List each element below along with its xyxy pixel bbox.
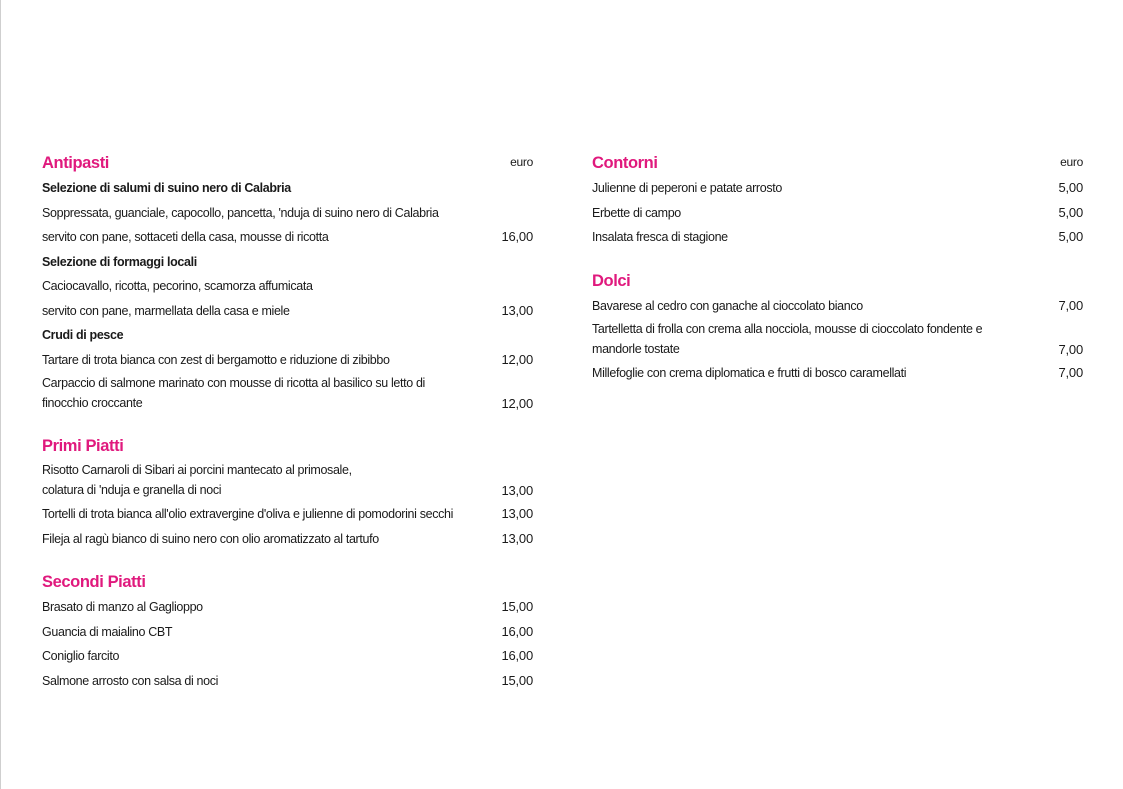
menu-item-text-line1: Risotto Carnaroli di Sibari ai porcini mantecato al primosale, — [42, 463, 352, 477]
menu-item — [592, 176, 1083, 201]
antipasti-section — [42, 150, 533, 415]
menu-item-text: Brasato di manzo al Gaglioppo — [42, 600, 203, 614]
menu-item-text: Bavarese al cedro con ganache al cioccolato bianco — [592, 298, 863, 313]
menu-item-text: Tortelli di trota bianca all'olio extravergine d'oliva e julienne di pomodorini secchi — [42, 507, 454, 521]
dolci-header — [592, 268, 1083, 294]
contorni-header — [592, 150, 1083, 176]
menu-item-price: 7,00 — [1058, 297, 1083, 313]
menu-item — [42, 669, 533, 694]
menu-item-text: Selezione di salumi di suino nero di Calabria — [42, 181, 291, 195]
menu-item-subheading — [42, 250, 533, 275]
menu-item-price: 16,00 — [501, 648, 533, 663]
menu-item — [42, 620, 533, 645]
menu-item-price: 13,00 — [501, 302, 533, 318]
menu-item-price: 16,00 — [501, 623, 533, 639]
menu-item — [42, 527, 533, 552]
contorni-title: Contorni — [592, 154, 658, 172]
menu-item-price: 13,00 — [501, 506, 533, 521]
menu-item-price: 12,00 — [501, 395, 533, 411]
menu-item-price: 7,00 — [1058, 365, 1083, 380]
menu-right-column — [592, 150, 1083, 404]
menu-item — [42, 225, 533, 250]
menu-item-text: servito con pane, sottaceti della casa, mousse di ricotta — [42, 230, 329, 244]
menu-item — [592, 318, 1083, 361]
menu-item-price: 13,00 — [501, 482, 533, 498]
antipasti-title: Antipasti — [42, 154, 109, 172]
menu-item — [42, 459, 533, 502]
menu-left-column — [42, 150, 533, 711]
currency-label: euro — [510, 155, 533, 169]
menu-item — [42, 299, 533, 324]
menu-item — [42, 644, 533, 669]
menu-item-text-line2: mandorle tostate — [592, 341, 680, 356]
menu-item — [592, 225, 1083, 250]
menu-item-price: 13,00 — [501, 530, 533, 546]
menu-item-subheading — [42, 323, 533, 348]
menu-item-text: Tartare di trota bianca con zest di bergamotto e riduzione di zibibbo — [42, 352, 390, 367]
dolci-title: Dolci — [592, 271, 631, 290]
menu-item-text: Julienne di peperoni e patate arrosto — [592, 181, 782, 195]
currency-label: euro — [1060, 155, 1083, 169]
menu-item — [42, 348, 533, 373]
menu-item-price: 15,00 — [501, 672, 533, 688]
menu-item-text: Fileja al ragù bianco di suino nero con olio aromatizzato al tartufo — [42, 531, 379, 546]
menu-item — [592, 201, 1083, 226]
secondi-section — [42, 569, 533, 693]
menu-item-text: Crudi di pesce — [42, 328, 124, 342]
menu-item-price: 12,00 — [501, 351, 533, 367]
menu-item-text: Millefoglie con crema diplomatica e frutti di bosco caramellati — [592, 366, 907, 380]
antipasti-header — [42, 150, 533, 176]
menu-item — [42, 201, 533, 226]
menu-item-text-line2: colatura di 'nduja e granella di noci — [42, 482, 222, 497]
menu-item-price: 5,00 — [1058, 180, 1083, 195]
primi-header — [42, 433, 533, 459]
menu-item-subheading — [42, 176, 533, 201]
menu-item-price: 5,00 — [1058, 204, 1083, 220]
menu-item — [42, 595, 533, 620]
menu-item-text: Selezione di formaggi locali — [42, 254, 197, 269]
menu-item-text: Soppressata, guanciale, capocollo, pancetta, 'nduja di suino nero di Calabria — [42, 205, 439, 220]
menu-item-text: Coniglio farcito — [42, 649, 120, 663]
menu-item-text: Erbette di campo — [592, 205, 681, 220]
menu-item-text: Insalata fresca di stagione — [592, 230, 728, 244]
page-edge-line — [0, 0, 1, 789]
menu-item — [42, 372, 533, 415]
menu-item — [42, 502, 533, 527]
menu-item-price: 16,00 — [501, 229, 533, 244]
menu-item-text: Caciocavallo, ricotta, pecorino, scamorza affumicata — [42, 279, 313, 293]
menu-item — [42, 274, 533, 299]
menu-item-text-line1: Tartelletta di frolla con crema alla nocciola, mousse di cioccolato fondente e — [592, 322, 983, 336]
menu-item-price: 7,00 — [1058, 341, 1083, 357]
menu-item — [592, 361, 1083, 386]
menu-item — [592, 294, 1083, 319]
dolci-section — [592, 268, 1083, 386]
menu-item-text: servito con pane, marmellata della casa e miele — [42, 303, 290, 318]
primi-section — [42, 433, 533, 551]
secondi-header — [42, 569, 533, 595]
menu-item-text-line2: finocchio croccante — [42, 395, 143, 410]
primi-title: Primi Piatti — [42, 437, 124, 455]
menu-item-text-line1: Carpaccio di salmone marinato con mousse di ricotta al basilico su letto di — [42, 376, 425, 390]
menu-item-price: 15,00 — [501, 599, 533, 614]
contorni-section — [592, 150, 1083, 250]
menu-item-price: 5,00 — [1058, 229, 1083, 244]
secondi-title: Secondi Piatti — [42, 573, 146, 591]
menu-item-text: Salmone arrosto con salsa di noci — [42, 673, 219, 688]
menu-item-text: Guancia di maialino CBT — [42, 624, 173, 639]
